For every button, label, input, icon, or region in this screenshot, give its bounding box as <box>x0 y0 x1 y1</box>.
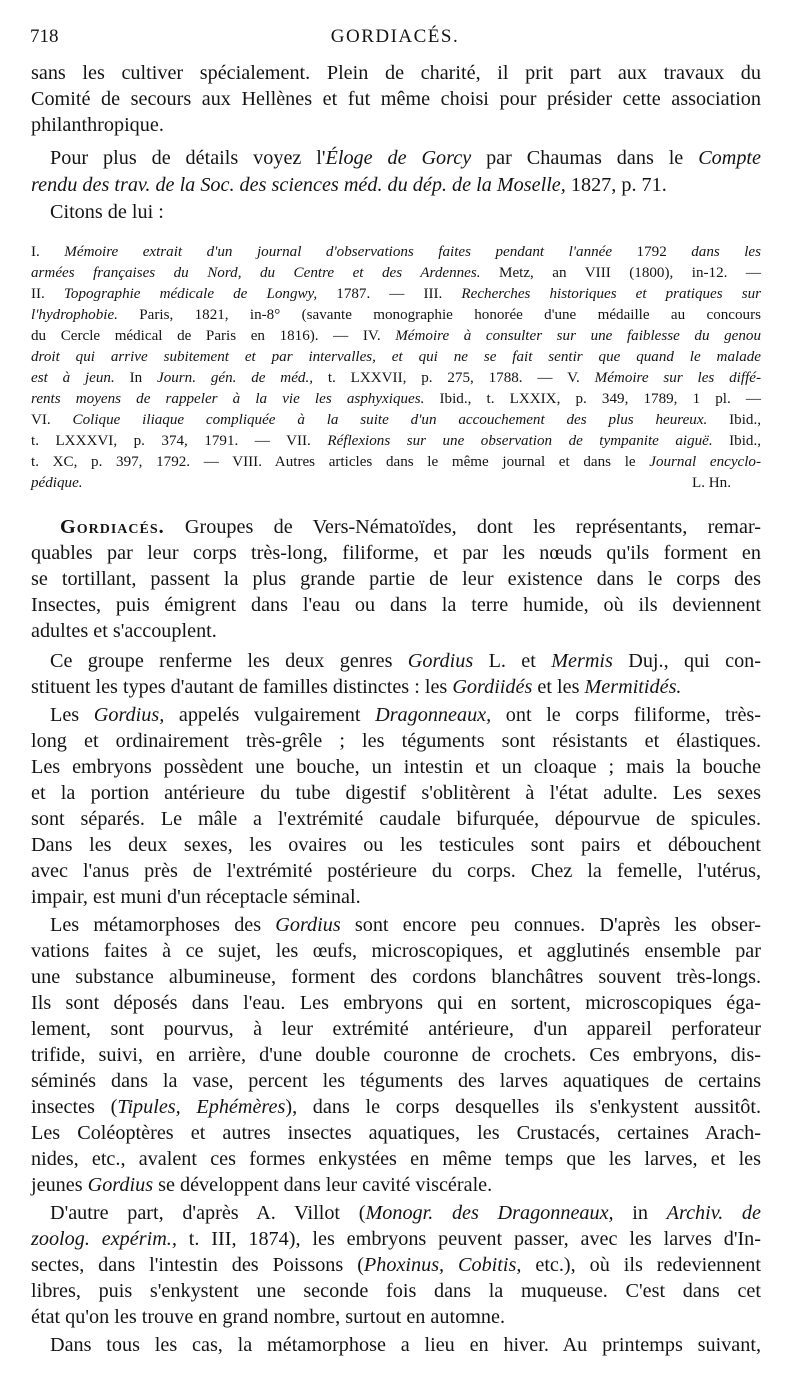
text-line: Insectes, puis émigrent dans l'eau ou dans la terre humide, où ils deviennent <box>31 594 761 616</box>
text-line: sectes, dans l'intestin des Poissons (Phoxinus, Cobitis, etc.), où ils redeviennent <box>31 1254 762 1276</box>
bibliography-line: est à jeun. In Journ. gén. de méd., t. LXXVII, p. 275, 1788. — V. Mémoire sur les diffé- <box>31 370 761 386</box>
text-line: sont séparés. Le mâle a l'extrémité caudale bifurquée, dépourvue de spicules. <box>31 808 761 830</box>
text-line: Dans tous les cas, la métamorphose a lieu en hiver. Au printemps suivant, <box>50 1334 761 1356</box>
text-line: rendu des trav. de la Soc. des sciences méd. du dép. de la Moselle, 1827, p. 71. <box>31 174 667 196</box>
bibliography-line: I. Mémoire extrait d'un journal d'observations faites pendant l'année 1792 dans les <box>31 244 762 260</box>
text-line: se tortillant, passent la plus grande partie de leur existence dans le corps des <box>31 568 761 590</box>
text-line: Les Gordius, appelés vulgairement Dragonneaux, ont le corps filiforme, très- <box>50 704 761 726</box>
bibliography-line: rents moyens de rappeler à la vie les asphyxiques. Ibid., t. LXXIX, p. 349, 1789, 1 pl. — <box>31 391 761 407</box>
text-line: trifide, suivi, en arrière, d'une double couronne de crochets. Ces embryons, dis- <box>31 1044 761 1066</box>
text-line: Dans les deux sexes, les ovaires ou les testicules sont pairs et débouchent <box>31 834 761 856</box>
text-line: nides, etc., avalent ces formes enkystées en même temps que les larves, et les <box>31 1148 761 1170</box>
text-line: Ils sont déposés dans l'eau. Les embryons qui en sortent, microscopiques éga- <box>31 992 761 1014</box>
text-line: et la portion antérieure du tube digestif s'oblitèrent à l'état adulte. Les sexes <box>31 782 761 804</box>
bibliography-line: du Cercle médical de Paris en 1816). — IV. Mémoire à consulter sur une faiblesse du genou <box>31 328 761 344</box>
text-line: sans les cultiver spécialement. Plein de charité, il prit part aux travaux du <box>31 62 761 84</box>
text-line: Les métamorphoses des Gordius sont encore peu connues. D'après les obser- <box>50 914 761 936</box>
bibliography-line: t. LXXXVI, p. 374, 1791. — VII. Réflexions sur une observation de tympanite aiguë. Ibid., <box>31 433 762 449</box>
text-line: D'autre part, d'après A. Villot (Monogr. des Dragonneaux, in Archiv. de <box>50 1202 761 1224</box>
bibliography-line: II. Topographie médicale de Longwy, 1787. — III. Recherches historiques et pratiques sur <box>31 286 761 302</box>
running-head: GORDIACÉS. <box>330 26 460 47</box>
bibliography-line: armées françaises du Nord, du Centre et des Ardennes. Metz, an VIII (1800), in-12. — <box>31 265 761 281</box>
text-line: insectes (Tipules, Ephémères), dans le corps desquelles ils s'enkystent aussitôt. <box>31 1096 761 1118</box>
page-number: 718 <box>30 26 59 47</box>
text-line: lement, sont pourvus, à leur extrémité antérieure, d'un appareil perforateur <box>31 1018 761 1040</box>
bibliography-line: t. XC, p. 397, 1792. — VIII. Autres articles dans le même journal et dans le Journal encyclo- <box>31 454 761 470</box>
text-line: avec l'anus près de l'extrémité postérieure du corps. Chez la femelle, l'utérus, <box>31 860 761 882</box>
text-line: Les Coléoptères et autres insectes aquatiques, les Crustacés, certaines Arach- <box>31 1122 761 1144</box>
text-line: séminés dans la vase, percent les téguments des larves aquatiques de certains <box>31 1070 761 1092</box>
bibliography-line: l'hydrophobie. Paris, 1821, in-8° (savante monographie honorée d'une médaille au concours <box>31 307 761 323</box>
article-headword: Gordiacés. <box>60 516 165 538</box>
text-line: long et ordinairement très-grêle ; les téguments sont résistants et élastiques. <box>31 730 761 752</box>
text-line: Comité de secours aux Hellènes et fut même choisi pour présider cette association <box>31 88 761 110</box>
bibliography-line: pédique. L. Hn. <box>31 473 731 494</box>
text-line: Citons de lui : <box>50 201 164 223</box>
page-header <box>30 26 760 56</box>
author-signature: L. Hn. <box>692 475 731 491</box>
text-line: Gordiacés. Groupes de Vers-Nématoïdes, dont les représentants, remar- <box>60 516 761 538</box>
text-line: jeunes Gordius se développent dans leur cavité viscérale. <box>31 1174 493 1196</box>
text-line: quables par leur corps très-long, filiforme, et par les nœuds qu'ils forment en <box>31 542 761 564</box>
text-line: impair, est muni d'un réceptacle séminal. <box>31 886 361 908</box>
text-line: Les embryons possèdent une bouche, un intestin et un cloaque ; mais la bouche <box>31 756 761 778</box>
text-line: Ce groupe renferme les deux genres Gordius L. et Mermis Duj., qui con- <box>50 650 761 672</box>
bibliography-line: droit qui arrive subitement et par intervalles, et qui ne se fait sentir que quand le malade <box>31 349 761 365</box>
text-line: libres, puis s'enkystent une seconde fois dans la muqueuse. C'est dans cet <box>31 1280 761 1302</box>
text-line: une substance albumineuse, forment des cordons blanchâtres souvent très-longs. <box>31 966 761 988</box>
text-line: philanthropique. <box>31 114 164 136</box>
bibliography-line: VI. Colique iliaque compliquée à la suite d'un accouchement des plus heureux. Ibid., <box>31 412 761 428</box>
text-line: zoolog. expérim., t. III, 1874), les embryons peuvent passer, avec les larves d'In- <box>31 1228 761 1250</box>
text-line: stituent les types d'autant de familles distinctes : les Gordiidés et les Mermitidés. <box>31 676 682 698</box>
text-line: adultes et s'accouplent. <box>31 620 217 642</box>
text-line: Pour plus de détails voyez l'Éloge de Gorcy par Chaumas dans le Compte <box>50 147 761 169</box>
text-line: vations faites à ce sujet, les œufs, microscopiques, et agglutinés ensemble par <box>31 940 761 962</box>
text-line: état qu'on les trouve en grand nombre, surtout en automne. <box>31 1306 505 1328</box>
